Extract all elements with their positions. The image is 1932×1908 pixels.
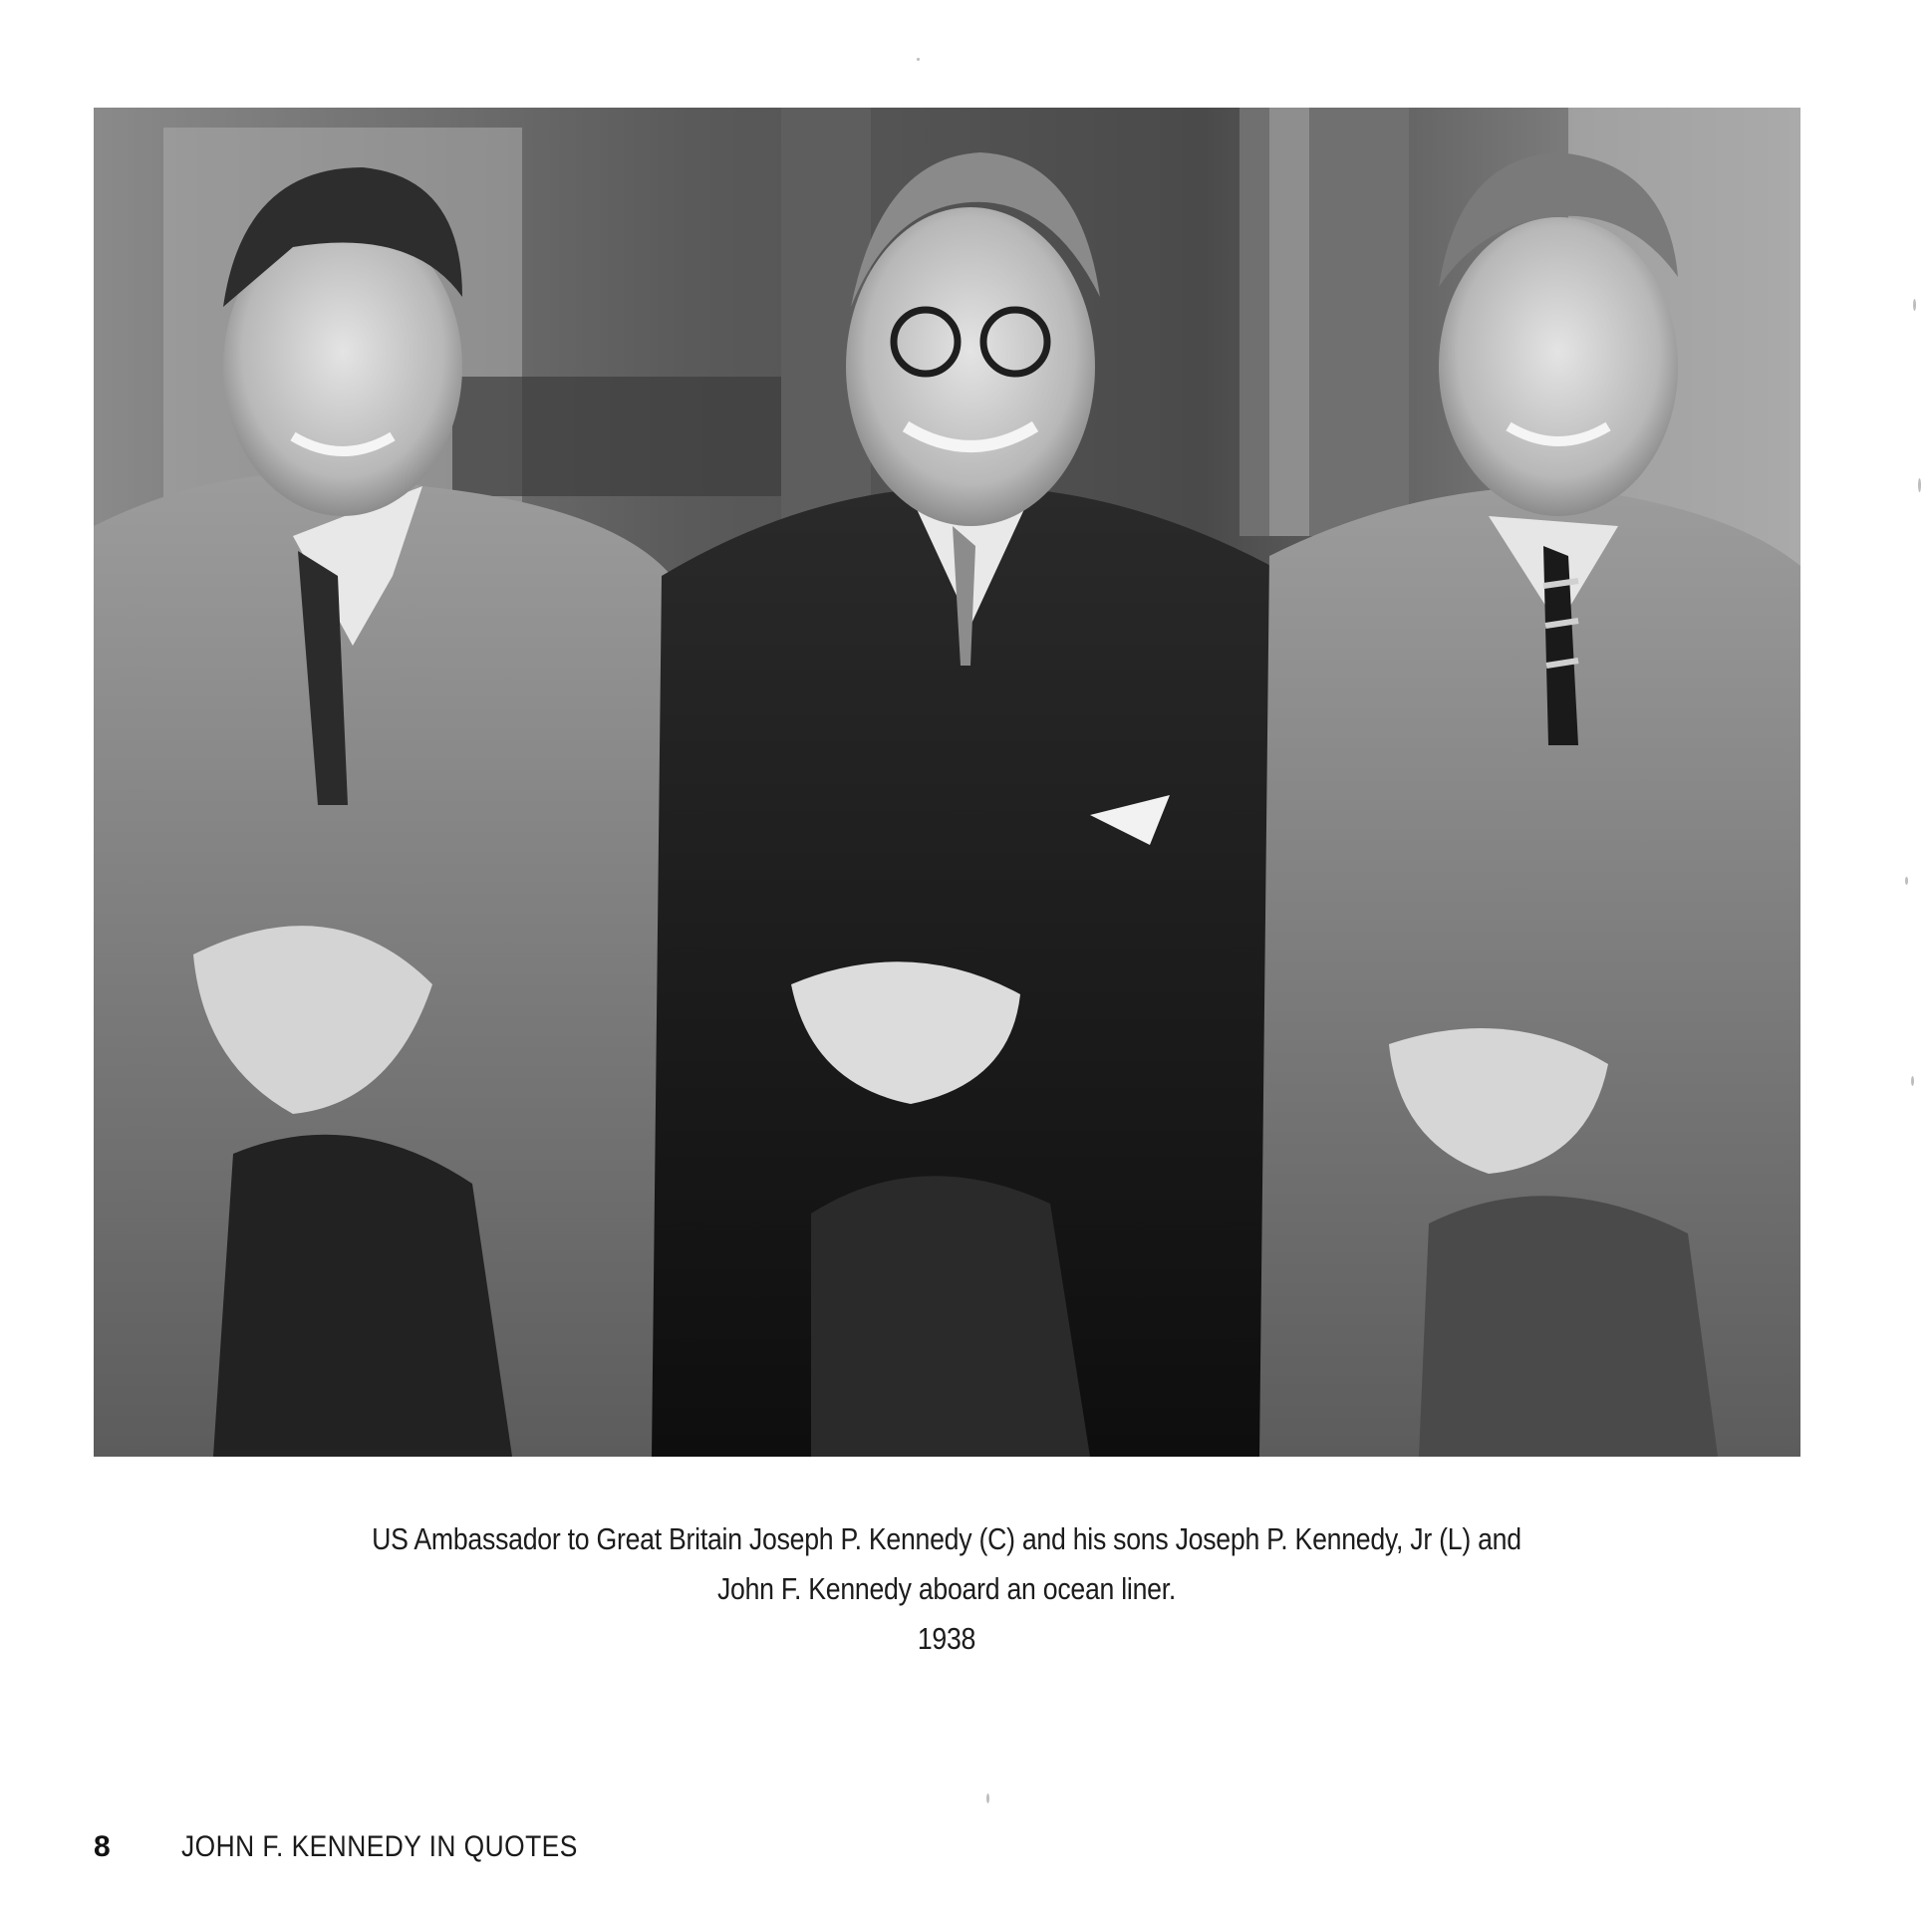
dust-speck [1918, 478, 1921, 492]
photograph-image [94, 108, 1800, 1457]
historical-photograph [94, 108, 1800, 1457]
dust-speck [1911, 1076, 1914, 1086]
caption-line-1: US Ambassador to Great Britain Joseph P. Kennedy (C) and his sons Joseph P. Kennedy, Jr (L) and [372, 1521, 1521, 1556]
dust-speck [1905, 877, 1908, 885]
dust-speck [1913, 299, 1916, 311]
dust-speck [917, 58, 920, 61]
page-footer [94, 1830, 632, 1870]
page-number: 8 [94, 1830, 111, 1863]
running-title: JOHN F. KENNEDY IN QUOTES [181, 1830, 578, 1863]
dust-speck [986, 1793, 989, 1803]
caption-year: 1938 [917, 1621, 976, 1656]
photo-caption [287, 1514, 1606, 1664]
caption-line-2: John F. Kennedy aboard an ocean liner. [716, 1571, 1177, 1606]
